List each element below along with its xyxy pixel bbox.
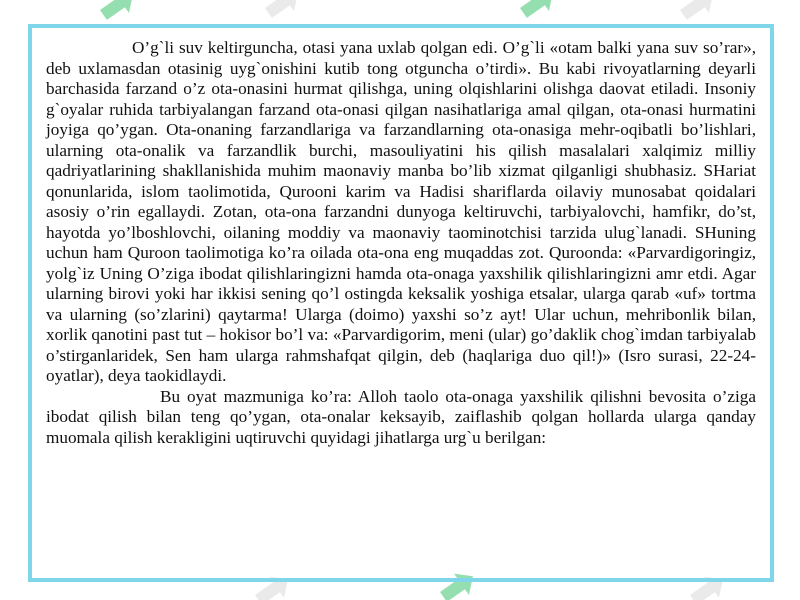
paragraph-1: O’g`li suv keltirguncha, otasi yana uxlab qolgan edi. O’g`li «otam balki yana suv so’rar», deb uxlamasdan otasinig uyg`onishini kutib tong otguncha o’tirdi». Bu kabi rivoyatlarning deyarli barchasida farzand o’z ota-onasini hurmat qilishga, uning olqishlarini olishga daovat etiladi. Insoniy g`oyalar ruhida tarbiyalangan farzand ota-onasi qilgan nasihatlariga amal qilgan, ota-onasi hurmatini joyiga qo’ygan. Ota-onaning farzandlariga va farzandlarning ota-onasiga mehr-oqibatli bo’lishlari, ularning ota-onalik va farzandlik burchi, masouliyatini his qilish masalalari xalqimiz milliy qadriyatlarining shakllanishida muhim maonaviy manba bo’lib xizmat qilganligi shubhasiz. SHariat qonunlarida, islom taolimotida, Qurooni karim va Hadisi shariflarda oilaviy munosabat qoidalari asosiy o’rin egallaydi. Zotan, ota-ona farzandni dunyoga keltiruvchi, tarbiyalovchi, hamfikr, do’st, hayotda yo’lboshlovchi, oilaning moddiy va maonaviy taominotchisi tarzida ulug`lanadi. SHuning uchun ham Quroon taolimotiga ko’ra oilada ota-ona eng muqaddas zot. Quroonda: «Parvardigoringiz, yolg`iz Uning O’ziga ibodat qilishlaringizni hamda ota-onaga yaxshilik qilishlaringizni amr etdi. Agar ularning birovi yoki har ikkisi sening qo’l ostingda keksalik yoshiga etsalar, ularga qarab «uf» tortma va ularning (so’zlarini) qaytarma! Ularga (doimo) yaxshi so’z ayt! Ular uchun, mehribonlik bilan, xorlik qanotini past tut – hokisor bo’l va: «Parvardigorim, meni (ular) go’daklik chog`imdan tarbiyalab o’stirganlaridek, Sen ham ularga rahmshafqat qilgin, deb (haqlariga duo qil!)» (Isro surasi, 22-24-oyatlar), deya taokidlaydi. xyxy=(46,38,756,385)
arrow-watermark-icon xyxy=(261,0,305,24)
document-body xyxy=(46,38,756,448)
document-frame xyxy=(28,24,774,582)
arrow-watermark-icon xyxy=(96,0,140,26)
arrow-watermark-icon xyxy=(676,0,720,26)
paragraph-2: Bu oyat mazmuniga ko’ra: Alloh taolo ota-onaga yaxshilik qilishni bevosita o’ziga ibodat qilish bilan teng qo’ygan, ota-onalar keksayib, zaiflashib qolgan hollarda ularga qanday muomala qilish kerakligini uqtiruvchi quyidagi jihatlarga urg`u berilgan: xyxy=(46,386,756,447)
arrow-watermark-icon xyxy=(516,0,560,24)
